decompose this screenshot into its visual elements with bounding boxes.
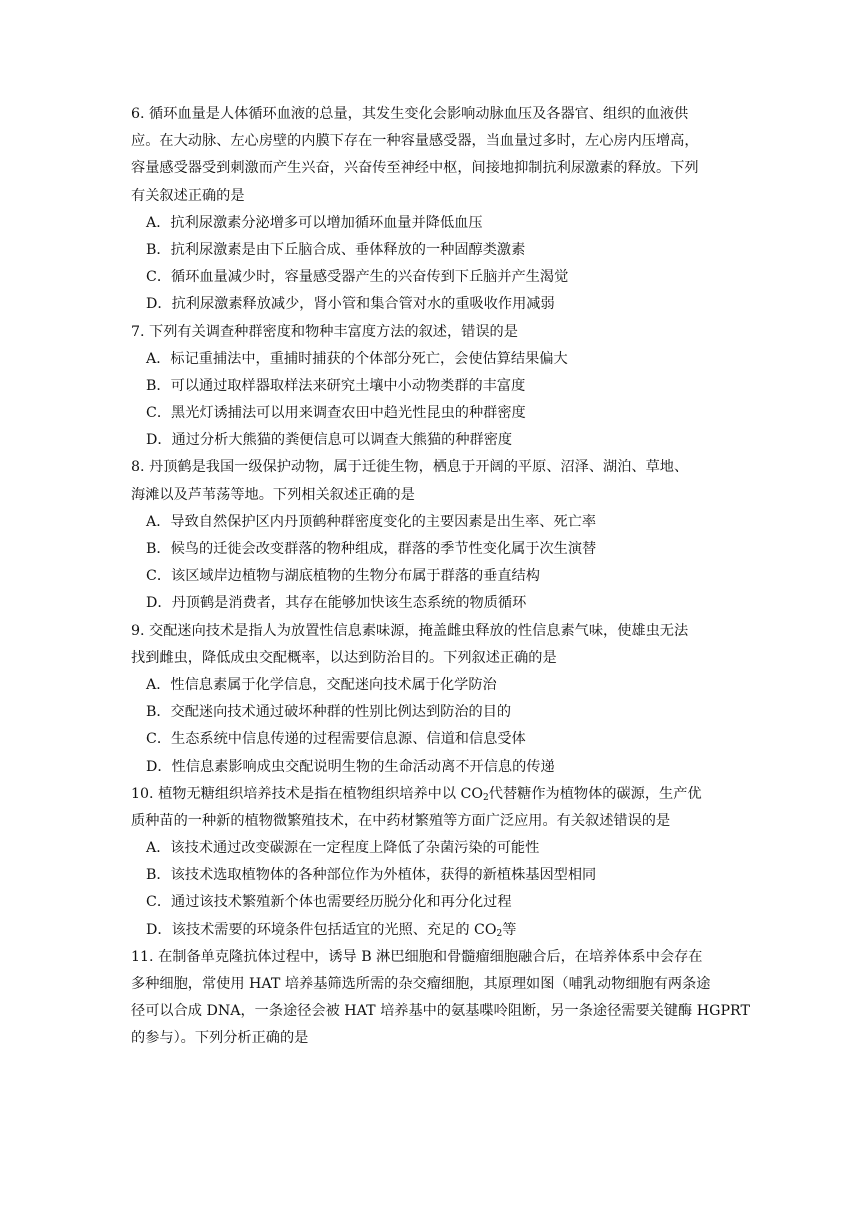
- question-8: [131, 454, 741, 617]
- question-stem-line: 质种苗的一种新的植物微繁殖技术，在中药材繁殖等方面广泛应用。有关叙述错误的是: [131, 812, 671, 829]
- option-c: C．黑光灯诱捕法可以用来调查农田中趋光性昆虫的种群密度: [146, 405, 526, 422]
- question-11: [131, 944, 750, 1053]
- option-a: A．标记重捕法中，重捕时捕获的个体部分死亡，会使估算结果偏大: [146, 350, 568, 367]
- question-stem-line: 9. 交配迷向技术是指人为放置性信息素味源，掩盖雌虫释放的性信息素气味，使雄虫无法: [131, 622, 689, 639]
- option-d: D．通过分析大熊猫的粪便信息可以调查大熊猫的种群密度: [146, 432, 513, 449]
- option-c: C．循环血量减少时，容量感受器产生的兴奋传到下丘脑并产生渴觉: [146, 269, 569, 286]
- subscript: 2: [496, 928, 503, 939]
- question-stem-line: 多种细胞，常使用 HAT 培养基筛选所需的杂交瘤细胞，其原理如图（哺乳动物细胞有两条途: [131, 976, 711, 992]
- question-stem-line: 11. 在制备单克隆抗体过程中，诱导 B 淋巴细胞和骨髓瘤细胞融合后，在培养体系中会存在: [131, 948, 703, 965]
- option-c: C．该区域岸边植物与湖底植物的生物分布属于群落的垂直结构: [146, 568, 540, 585]
- option-a: A．该技术通过改变碳源在一定程度上降低了杂菌污染的可能性: [146, 840, 540, 857]
- option-b: B．交配迷向技术通过破坏种群的性别比例达到防治的目的: [146, 704, 512, 721]
- question-stem-line: 的参与）。下列分析正确的是: [131, 1030, 309, 1047]
- question-6: [131, 101, 741, 319]
- question-stem-line: 海滩以及芦苇荡等地。下列相关叙述正确的是: [131, 486, 415, 503]
- stem-text: 10. 植物无糖组织培养技术是指在植物组织培养中以 CO: [131, 785, 484, 802]
- option-d: [131, 917, 741, 944]
- question-stem-line: 7. 下列有关调查种群密度和物种丰富度方法的叙述，错误的是: [131, 323, 518, 340]
- question-stem-line: 8. 丹顶鹤是我国一级保护动物，属于迁徙生物，栖息于开阔的平原、沼泽、湖泊、草地、: [131, 459, 689, 476]
- subscript: 2: [483, 792, 489, 803]
- question-stem-line: 径可以合成 DNA，一条途径会被 HAT 培养基中的氨基喋呤阻断，另一条途径需要关键酶 HGPRT: [131, 1003, 750, 1020]
- option-text: D．该技术需要的环境条件包括适宜的光照、充足的 CO: [146, 921, 497, 938]
- question-stem-line: [131, 781, 741, 808]
- question-stem-line: 找到雌虫，降低成虫交配概率，以达到防治目的。下列叙述正确的是: [131, 649, 557, 666]
- question-10: [131, 781, 741, 944]
- stem-text: 代替糖作为植物体的碳源，生产优: [488, 785, 702, 802]
- option-b: B．抗利尿激素是由下丘脑合成、垂体释放的一种固醇类激素: [146, 241, 526, 258]
- option-a: A．抗利尿激素分泌增多可以增加循环血量并降低血压: [146, 214, 483, 231]
- question-stem-line: 6. 循环血量是人体循环血液的总量，其发生变化会影响动脉血压及各器官、组织的血液供: [131, 106, 689, 122]
- option-b: B．候鸟的迁徙会改变群落的物种组成，群落的季节性变化属于次生演替: [146, 541, 597, 557]
- option-c: C．通过该技术繁殖新个体也需要经历脱分化和再分化过程: [146, 894, 512, 911]
- option-d: D．抗利尿激素释放减少，肾小管和集合管对水的重吸收作用减弱: [146, 296, 555, 313]
- question-9: [131, 618, 741, 781]
- option-d: D．丹顶鹤是消费者，其存在能够加快该生态系统的物质循环: [146, 595, 527, 612]
- question-stem-line: 有关叙述正确的是: [131, 187, 245, 204]
- option-text: 等: [502, 921, 517, 938]
- option-d: D．性信息素影响成虫交配说明生物的生命活动离不开信息的传递: [146, 758, 555, 775]
- question-stem-line: 应。在大动脉、左心房壁的内膜下存在一种容量感受器，当血量过多时，左心房内压增高，: [131, 133, 699, 150]
- question-stem-line: 容量感受器受到刺激而产生兴奋，兴奋传至神经中枢，间接地抑制抗利尿激素的释放。下列: [131, 160, 699, 177]
- option-a: A．性信息素属于化学信息，交配迷向技术属于化学防治: [146, 676, 497, 693]
- option-c: C．生态系统中信息传递的过程需要信息源、信道和信息受体: [146, 731, 526, 748]
- option-a: A．导致自然保护区内丹顶鹤种群密度变化的主要因素是出生率、死亡率: [146, 513, 597, 530]
- question-list: [131, 101, 750, 1053]
- option-b: B．可以通过取样器取样法来研究土壤中小动物类群的丰富度: [146, 377, 526, 394]
- option-b: B．该技术选取植物体的各种部位作为外植体，获得的新植株基因型相同: [146, 867, 597, 884]
- question-7: [131, 319, 741, 455]
